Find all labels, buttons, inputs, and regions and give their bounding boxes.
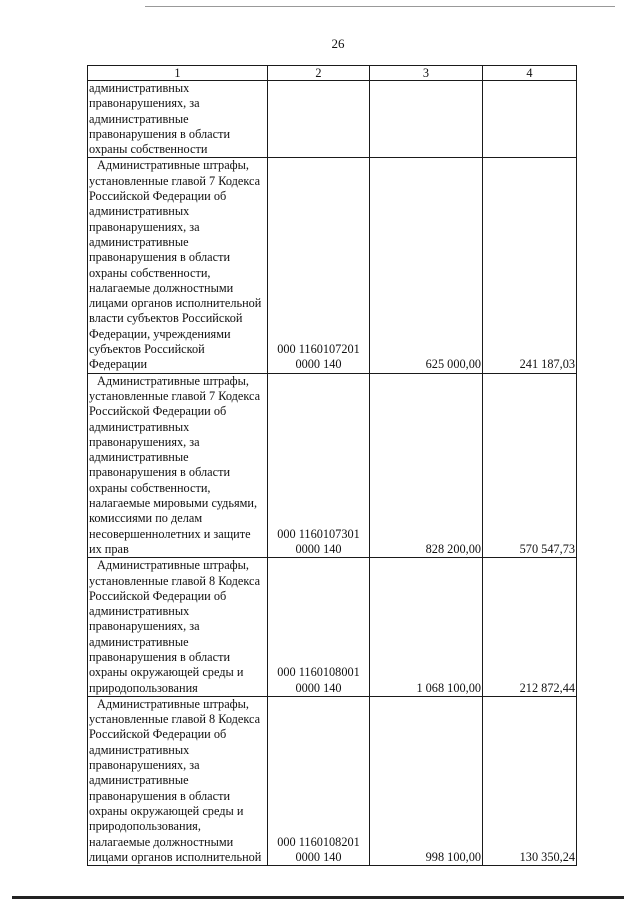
- revenue-name-line: Федерации, учреждениями: [89, 326, 231, 341]
- actual-amount-cell: 130 350,24: [483, 696, 577, 865]
- table-row: [88, 373, 577, 558]
- revenue-name-line: Российской Федерации об: [89, 189, 227, 204]
- revenue-name-line: правонарушениях, за: [89, 758, 200, 773]
- revenue-name-line: природопользования: [89, 680, 198, 695]
- revenue-name-line: субъектов Российской: [89, 342, 205, 357]
- plan-amount-cell: 998 100,00: [370, 696, 483, 865]
- table-body: [88, 81, 577, 866]
- budget-code-cell: [268, 373, 370, 558]
- revenue-name-line: охраны окружающей среды и: [89, 665, 244, 680]
- revenue-name-line: Административные штрафы,: [97, 158, 249, 173]
- revenue-name-line: комиссиями по делам: [89, 511, 203, 526]
- revenue-name-line: правонарушения в области: [89, 788, 231, 803]
- plan-amount-cell: [370, 81, 483, 158]
- revenue-name-line: административных: [89, 604, 190, 619]
- header-cell-3: 3: [370, 66, 483, 81]
- bottom-scan-rule: [12, 896, 624, 899]
- revenue-name-line: охраны окружающей среды и: [89, 803, 244, 818]
- budget-code-line: 0000 140: [295, 680, 342, 695]
- revenue-name-line: административные: [89, 634, 189, 649]
- revenue-name-line: установленные главой 7 Кодекса: [89, 388, 261, 403]
- budget-code-line: 000 1160107301: [277, 526, 360, 541]
- header-cell-2: 2: [268, 66, 370, 81]
- budget-code-line: 000 1160107201: [277, 342, 360, 357]
- revenue-name-line: административных: [89, 419, 190, 434]
- actual-amount-cell: 570 547,73: [483, 373, 577, 558]
- revenue-name-line: правонарушениях, за: [89, 434, 200, 449]
- actual-amount-cell: 241 187,03: [483, 158, 577, 373]
- revenue-name-line: административные: [89, 234, 189, 249]
- plan-amount-cell: 625 000,00: [370, 158, 483, 373]
- page-number: 26: [331, 36, 345, 51]
- table-row: [88, 696, 577, 865]
- revenue-name-line: Административные штрафы,: [97, 696, 249, 711]
- revenue-name-line: правонарушения в области: [89, 649, 231, 664]
- revenue-name-cell: [88, 696, 268, 865]
- header-cell-1: 1: [88, 66, 268, 81]
- budget-code-cell: [268, 558, 370, 697]
- revenue-name-line: власти субъектов Российской: [89, 311, 243, 326]
- budget-code-cell: [268, 696, 370, 865]
- revenue-name-line: правонарушения в области: [89, 126, 231, 141]
- revenue-name-line: их прав: [89, 541, 129, 556]
- revenue-name-line: Российской Федерации об: [89, 727, 227, 742]
- revenue-name-line: Российской Федерации об: [89, 588, 227, 603]
- actual-amount-cell: [483, 81, 577, 158]
- revenue-name-line: установленные главой 8 Кодекса: [89, 573, 261, 588]
- budget-code-cell: [268, 158, 370, 373]
- plan-amount-cell: 1 068 100,00: [370, 558, 483, 697]
- revenue-name-line: установленные главой 8 Кодекса: [89, 712, 261, 727]
- revenue-name-line: правонарушениях, за: [89, 619, 200, 634]
- budget-table: [87, 65, 577, 866]
- revenue-name-line: Административные штрафы,: [97, 373, 249, 388]
- revenue-name-line: Российской Федерации об: [89, 404, 227, 419]
- revenue-name-line: налагаемые мировыми судьями,: [89, 496, 258, 511]
- table-row: [88, 158, 577, 373]
- table-row: [88, 558, 577, 697]
- revenue-name-line: правонарушениях, за: [89, 219, 200, 234]
- revenue-name-line: несовершеннолетних и защите: [89, 526, 251, 541]
- revenue-name-line: природопользования,: [89, 819, 201, 834]
- header-cell-4: 4: [483, 66, 577, 81]
- revenue-name-line: Административные штрафы,: [97, 558, 249, 573]
- table-row: [88, 81, 577, 158]
- revenue-name-line: налагаемые должностными: [89, 280, 234, 295]
- revenue-name-line: лицами органов исполнительной: [89, 849, 262, 864]
- revenue-name-line: правонарушениях, за: [89, 96, 200, 111]
- revenue-name-line: охраны собственности,: [89, 265, 211, 280]
- top-scan-rule: [145, 6, 615, 7]
- revenue-name-line: правонарушения в области: [89, 465, 231, 480]
- plan-amount-cell: 828 200,00: [370, 373, 483, 558]
- revenue-name-line: административных: [89, 204, 190, 219]
- budget-code-cell: [268, 81, 370, 158]
- budget-code-line: 0000 140: [295, 849, 342, 864]
- revenue-name-line: административные: [89, 773, 189, 788]
- budget-code-line: 0000 140: [295, 541, 342, 556]
- revenue-name-line: охраны собственности: [89, 142, 208, 157]
- revenue-name-line: административных: [89, 742, 190, 757]
- revenue-name-line: административных: [89, 81, 190, 95]
- budget-code-line: 000 1160108201: [277, 834, 360, 849]
- revenue-name-line: охраны собственности,: [89, 480, 211, 495]
- revenue-name-cell: [88, 558, 268, 697]
- revenue-name-line: установленные главой 7 Кодекса: [89, 173, 261, 188]
- revenue-name-line: правонарушения в области: [89, 250, 231, 265]
- budget-code-line: 000 1160108001: [277, 665, 360, 680]
- revenue-name-line: лицами органов исполнительной: [89, 296, 262, 311]
- revenue-name-line: Федерации: [89, 357, 148, 372]
- revenue-name-cell: [88, 81, 268, 158]
- actual-amount-cell: 212 872,44: [483, 558, 577, 697]
- revenue-name-cell: [88, 373, 268, 558]
- revenue-name-line: налагаемые должностными: [89, 834, 234, 849]
- revenue-name-line: административные: [89, 450, 189, 465]
- table-header-row: [88, 66, 577, 81]
- revenue-name-line: административные: [89, 111, 189, 126]
- revenue-name-cell: [88, 158, 268, 373]
- budget-code-line: 0000 140: [295, 357, 342, 372]
